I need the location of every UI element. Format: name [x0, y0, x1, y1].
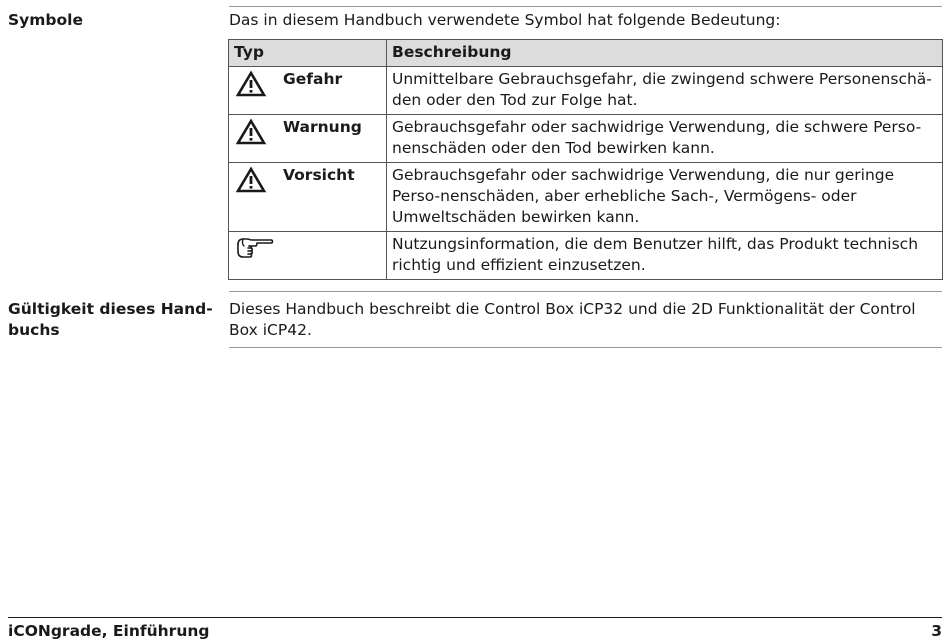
pointing-hand-icon: [235, 235, 275, 263]
warning-triangle-icon: [235, 118, 275, 146]
type-cell: [229, 163, 387, 232]
page-number: 3: [931, 622, 942, 640]
type-label: Warnung: [283, 118, 362, 136]
table-row: [229, 67, 943, 115]
table-row: [229, 115, 943, 163]
table-row: [229, 232, 943, 280]
description-cell: Gebrauchsgefahr oder sachwidrige Verwendung, die nur geringe Perso-nenschäden, aber erhebliche Sach-, Vermögens- oder Umweltschäden bewirken kann.: [387, 163, 943, 232]
warning-triangle-icon: [235, 166, 275, 194]
symbols-heading: Symbole: [8, 11, 83, 29]
warning-triangle-icon: [235, 70, 275, 98]
symbols-intro: Das in diesem Handbuch verwendete Symbol hat folgende Bedeutung:: [229, 11, 781, 29]
type-cell: [229, 67, 387, 115]
description-column-header: Beschreibung: [387, 40, 943, 67]
type-label: Vorsicht: [283, 166, 355, 184]
validity-text: Dieses Handbuch beschreibt die Control Box iCP32 und die 2D Funktionalität der Control Box iCP42.: [229, 300, 916, 339]
bottom-rule: [229, 347, 942, 348]
footer-title: iCONgrade, Einführung: [8, 622, 210, 640]
type-label: Gefahr: [283, 70, 343, 88]
type-column-header: Typ: [229, 40, 387, 67]
type-cell: [229, 115, 387, 163]
table-row: [229, 163, 943, 232]
validity-heading: Gültigkeit dieses Hand-buchs: [8, 300, 213, 339]
description-cell: Nutzungsinformation, die dem Benutzer hilft, das Produkt technisch richtig und effizient einzusetzen.: [387, 232, 943, 280]
type-cell: [229, 232, 387, 280]
table-header-row: [229, 40, 943, 67]
top-rule: [229, 6, 942, 7]
symbols-table: [228, 39, 943, 280]
description-cell: Gebrauchsgefahr oder sachwidrige Verwendung, die schwere Perso-nenschäden oder den Tod bewirken kann.: [387, 115, 943, 163]
middle-rule: [229, 291, 942, 292]
footer-rule: [8, 617, 942, 618]
description-cell: Unmittelbare Gebrauchsgefahr, die zwingend schwere Personenschä-den oder den Tod zur Folge hat.: [387, 67, 943, 115]
